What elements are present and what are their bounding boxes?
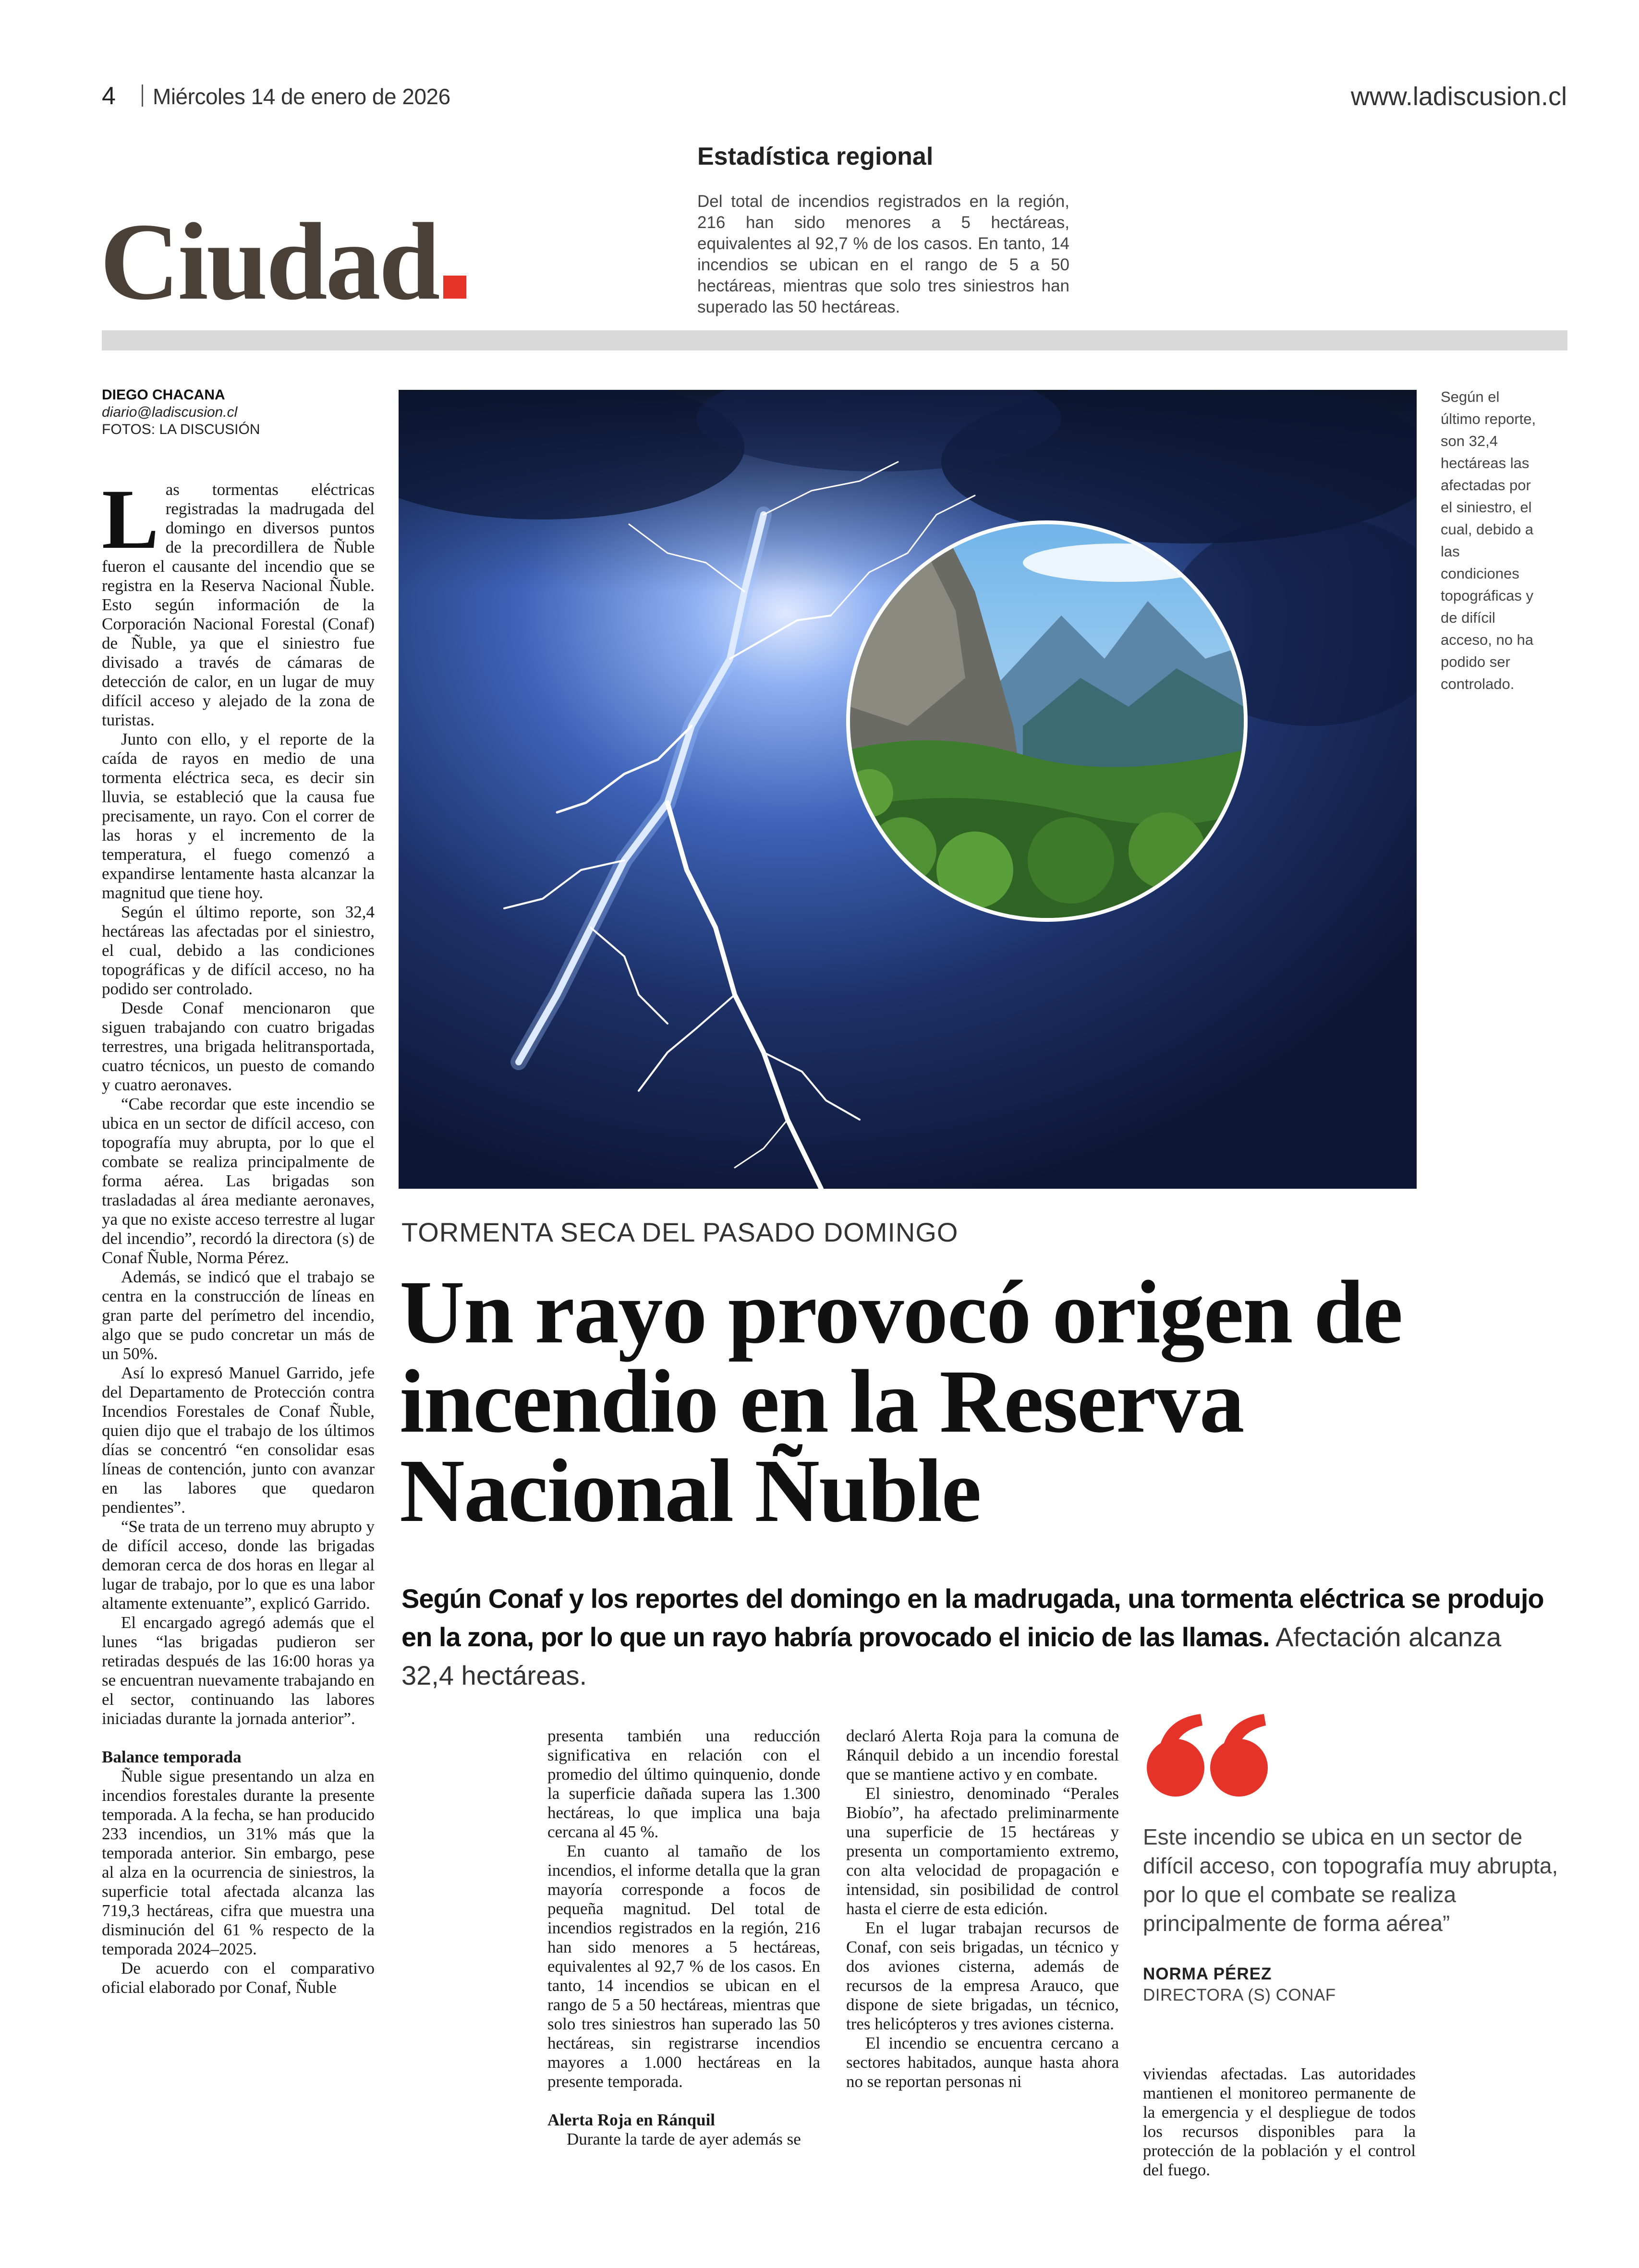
deck-normal-text: Afectación alcanza 32,4 hectáreas. — [401, 1622, 1502, 1690]
deck-bold-text: Según Conaf y los reportes del domingo en la madrugada, una tormenta eléctrica se produjo en la zona, por lo que un rayo habría provocado el inicio de las llamas. — [401, 1583, 1544, 1652]
body-paragraph: as tormentas eléctricas registradas la madrugada del domingo en diversos puntos de la precordillera de Ñuble fueron el causante del incendio que se registra en la Reserva Nacional Ñuble. Esto según información de la Corporación Nacional Forestal (Conaf) de Ñuble, ya que el siniestro fue divisado a través de cámaras de detección de calor, en un lugar de muy difícil acceso y alejado de la zona de turistas. — [102, 480, 375, 729]
page-number: 4 — [102, 82, 116, 110]
body-paragraph: declaró Alerta Roja para la comuna de Ránquil debido a un incendio forestal que se mantiene activo y en combate. — [846, 1726, 1119, 1784]
pull-quote-role: DIRECTORA (S) CONAF — [1143, 1986, 1336, 2004]
website-url: www.ladiscusion.cl — [1350, 82, 1567, 111]
section-rule — [102, 330, 1567, 350]
subheading-balance: Balance temporada — [102, 1748, 242, 1766]
section-dot — [443, 276, 466, 299]
body-paragraph: Durante la tarde de ayer además se — [567, 2130, 801, 2148]
stat-box-title: Estadística regional — [697, 143, 934, 170]
byline-email: diario@ladiscusion.cl — [102, 404, 238, 420]
section-title-text: Ciudad — [100, 200, 438, 323]
body-paragraph: El encargado agregó además que el lunes “las brigadas pudieron ser retiradas después de las 16:00 horas ya se encuentran nuevamente trabajando en el sector, continuando las labores iniciadas durante la jornada anterior”. — [102, 1613, 375, 1728]
drop-cap: L — [102, 471, 159, 567]
article-kicker: TORMENTA SECA DEL PASADO DOMINGO — [401, 1217, 959, 1247]
body-paragraph: Ñuble sigue presentando un alza en incendios forestales durante la presente temporada. A la fecha, se han producido 233 incendios, un 31% más que la temporada anterior. Sin embargo, pese al alza en la ocurrencia de siniestros, la superficie total afectada alcanza las 719,3 hectáreas, cifra que muestra una disminución del 61 % respecto de la temporada 2024–2025. — [102, 1767, 375, 1958]
lead-photo — [399, 390, 1417, 1189]
subheading-alerta: Alerta Roja en Ránquil — [547, 2111, 716, 2129]
quote-mark-icon — [1143, 1709, 1273, 1800]
lightning-storm-illustration — [399, 390, 1417, 1189]
header-separator — [142, 84, 143, 107]
body-paragraph: Junto con ello, y el reporte de la caída de rayos en medio de una tormenta eléctrica seca, es decir sin lluvia, se estableció que la causa fue precisamente, un rayo. Con el correr de las horas y el incremento de la temperatura, el fuego comenzó a expandirse lentamente hasta alcanzar la magnitud que tiene hoy. — [102, 730, 375, 902]
body-paragraph: En el lugar trabajan recursos de Conaf, con seis brigadas, un técnico y dos aviones cisterna, además de recursos de la empresa Arauco, que dispone de siete brigadas, un técnico, tres helicópteros y tres aviones cisterna. — [846, 1918, 1119, 2033]
section-title — [100, 200, 466, 323]
body-paragraph: Así lo expresó Manuel Garrido, jefe del Departamento de Protección contra Incendios Forestales de Conaf Ñuble, quien dijo que el trabajo de los últimos días se concentró “en consolidar esas líneas de contención, junto con avanzar en las labores que quedaron pendientes”. — [102, 1363, 375, 1517]
body-paragraph: De acuerdo con el comparativo oficial elaborado por Conaf, Ñuble — [102, 1959, 375, 1997]
body-paragraph: viviendas afectadas. Las autoridades mantienen el monitoreo permanente de la emergencia y el despliegue de todos los recursos disponibles para la protección de la población y el control del fuego. — [1143, 2064, 1416, 2179]
byline-author: DIEGO CHACANA — [102, 387, 225, 403]
body-paragraph: El siniestro, denominado “Perales Biobío”, ha afectado preliminarmente una superficie de 15 hectáreas y presenta un comportamiento extremo, con alta velocidad de propagación e intensidad, sin posibilidad de control hasta el cierre de esta edición. — [846, 1784, 1119, 1918]
article-headline: Un rayo provocó origen de incendio en la Reserva Nacional Ñuble — [400, 1262, 1402, 1541]
body-paragraph: “Se trata de un terreno muy abrupto y de difícil acceso, donde las brigadas demoran cerca de dos horas en llegar al lugar de trabajo, por lo que es una labor altamente extenuante”, explicó Garrido. — [102, 1517, 375, 1613]
article-column-2 — [547, 1726, 820, 2149]
article-deck — [401, 1580, 1554, 1695]
body-paragraph: Desde Conaf mencionaron que siguen trabajando con cuatro brigadas terrestres, una brigada helitransportada, cuatro técnicos, un puesto de comando y cuatro aeronaves. — [102, 999, 375, 1094]
stat-box-text: Del total de incendios registrados en la región, 216 han sido menores a 5 hectáreas, equivalentes al 92,7 % de los casos. En tanto, 14 incendios se ubican en el rango de 5 a 50 hectáreas, mientras que solo tres siniestros han superado las 50 hectáreas. — [697, 192, 1069, 316]
issue-date: Miércoles 14 de enero de 2026 — [153, 84, 450, 109]
body-paragraph: presenta también una reducción significativa en relación con el promedio del último quinquenio, donde la superficie dañada supera las 1.300 hectáreas, lo que implica una baja cercana al 45 %. — [547, 1726, 820, 1841]
body-paragraph: El incendio se encuentra cercano a sectores habitados, aunque hasta ahora no se reportan personas ni — [846, 2034, 1119, 2091]
article-column-1 — [102, 471, 375, 1997]
pull-quote-name: NORMA PÉREZ — [1143, 1965, 1272, 1983]
photo-caption: Según el último reporte, son 32,4 hectáreas las afectadas por el siniestro, el cual, debido a las condiciones topográficas y de difícil acceso, no ha podido ser controlado. — [1441, 388, 1536, 692]
body-paragraph: “Cabe recordar que este incendio se ubica en un sector de difícil acceso, con topografía muy abrupta, por lo que el combate se realiza principalmente de forma aérea. Las brigadas son trasladadas al área mediante aeronaves, ya que no existe acceso terrestre al lugar del incendio”, recordó la directora (s) de Conaf Ñuble, Norma Pérez. — [102, 1095, 375, 1267]
body-paragraph: Además, se indicó que el trabajo se centra en la construcción de líneas en gran parte del perímetro del incendio, algo que se pudo concretar un más de un 50%. — [102, 1267, 375, 1363]
byline-photos: FOTOS: LA DISCUSIÓN — [102, 422, 260, 437]
article-column-3 — [846, 1726, 1119, 2091]
body-paragraph: Según el último reporte, son 32,4 hectáreas las afectadas por el siniestro, el cual, debido a las condiciones topográficas y de difícil acceso, no ha podido ser controlado. — [102, 903, 375, 998]
pull-quote-text: Este incendio se ubica en un sector de difícil acceso, con topografía muy abrupta, por lo que el combate se realiza principalmente de forma aérea” — [1143, 1824, 1558, 1936]
article-column-4 — [1143, 2064, 1416, 2180]
body-paragraph: En cuanto al tamaño de los incendios, el informe detalla que la gran mayoría corresponde a focos de pequeña magnitud. Del total de incendios registrados en la región, 216 han sido menores a 5 hectáreas, equivalentes al 92,7 % de los casos. En tanto, 14 incendios se ubican en el rango de 5 a 50 hectáreas, mientras que solo tres siniestros han superado las 50 hectáreas, sin registrarse incendios mayores a 1.000 hectáreas en la presente temporada. — [547, 1842, 820, 2091]
